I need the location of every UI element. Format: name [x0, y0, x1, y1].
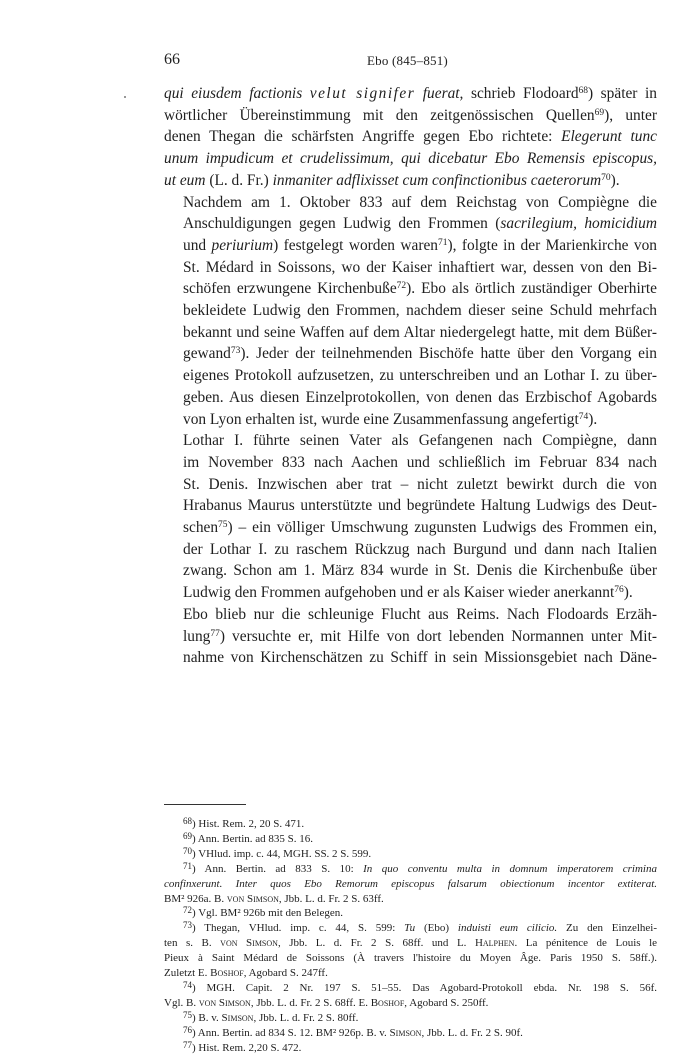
main-text — [164, 83, 657, 669]
text-line — [164, 936, 657, 951]
paragraph-3 — [164, 430, 657, 604]
text: Zuletzt E. — [164, 967, 211, 980]
text: ) Ann. Bertin. ad 834 S. 12. BM² 926p. B. v. — [192, 1026, 390, 1039]
footnote-68 — [164, 817, 657, 832]
footnote-ref: 75 — [218, 520, 228, 531]
text: ) B. v. — [192, 1011, 222, 1024]
text: ) Ann. Bertin. ad 835 S. 16. — [192, 832, 313, 845]
footnote-number: 73 — [183, 920, 192, 931]
text-line: nahme von Kirchenschätzen zu Schiff in sein Missionsgebiet nach Däne- — [183, 649, 657, 667]
text: (L. d. Fr.) — [205, 171, 273, 189]
footnote-75 — [164, 1011, 657, 1026]
text: Vgl. B. — [164, 996, 199, 1009]
text: ) Thegan, VHlud. imp. c. 44, S. 599: — [192, 922, 405, 935]
latin-quote: Tu — [404, 922, 416, 935]
latin-quote: confinxerunt. Inter quos Ebo Remorum episcopus falsarum obiectionum incentor extiterat. — [164, 877, 657, 890]
footnote-71 — [164, 862, 657, 907]
text-line: Ebo blieb nur die schleunige Flucht aus Reims. Nach Flodoards Erzäh- — [183, 605, 657, 623]
text: , Jbb. L. d. Fr. 2 S. 80ff. — [253, 1011, 359, 1024]
text-line — [164, 921, 657, 936]
text-line — [164, 892, 657, 907]
text: ), unter — [604, 106, 657, 124]
text-line — [164, 981, 657, 996]
text: , Jbb. L. d. Fr. 2 S. 68ff. und L. — [277, 937, 475, 950]
text: Anschuldigungen gegen Ludwig den Frommen ( — [183, 215, 501, 233]
text-line — [164, 105, 657, 127]
text-line — [164, 148, 657, 170]
text-line — [164, 126, 657, 148]
footnote-ref: 68 — [578, 86, 589, 96]
footnote-ref: 73 — [230, 346, 241, 357]
text: ) – ein völliger Umschwung zugunsten Ludwigs des Frommen ein, — [227, 519, 657, 537]
footnote-ref: 72 — [396, 281, 407, 292]
text-line: Hrabanus Maurus unterstützte und begründete Haltung Ludwigs des Deut- — [183, 497, 657, 515]
text: Zu den Einzelhei- — [557, 922, 657, 935]
footnote-number: 77 — [183, 1039, 192, 1050]
text: ) Hist. Rem. 2, 20 S. 471. — [192, 818, 305, 830]
footnote-76 — [164, 1026, 657, 1041]
text: ). — [610, 171, 620, 189]
text: (Ebo) — [415, 922, 458, 935]
latin-quote: induisti eum cilicio. — [457, 922, 558, 935]
footnote-74 — [164, 981, 657, 1011]
margin-dot — [124, 96, 126, 98]
text: von Lyon erhalten ist, wurde eine Zusammenfassung angefertigt — [183, 410, 579, 428]
footnote-number: 72 — [183, 905, 192, 916]
footnote-72 — [164, 906, 657, 921]
text-line — [164, 862, 657, 877]
text: , Jbb. L. d. Fr. 2 S. 68ff. E. — [250, 996, 371, 1009]
text: ) Hist. Rem. 2,20 S. 472. — [192, 1041, 302, 1054]
footnote-number: 76 — [183, 1024, 192, 1035]
footnote-divider — [164, 804, 246, 805]
text: schen — [183, 519, 219, 537]
text-line: geben. Aus diesen Einzelprotokollen, von denen das Erzbischof Agobards — [183, 388, 657, 406]
text-line: Lothar I. führte seinen Vater als Gefangenen nach Compiègne, dann — [183, 432, 657, 450]
text-line — [164, 409, 657, 431]
text-line — [164, 517, 657, 539]
footnote-ref: 77 — [210, 628, 220, 639]
footnote-number: 69 — [183, 830, 192, 841]
latin-quote: In quo conventu multa in domnum imperatorem crimina — [363, 862, 657, 875]
text: ). — [623, 584, 633, 602]
author-name: Simson — [389, 1026, 422, 1039]
text: , Jbb. L. d. Fr. 2 S. 63ff. — [278, 892, 384, 905]
text-line: bekannt und seine Waffen auf dem Altar niedergelegt hatte, mit dem Büßer- — [183, 323, 657, 341]
latin-quote: Elegerunt tunc — [561, 128, 657, 146]
footnote-ref: 69 — [594, 107, 605, 118]
latin-quote: inmaniter adflixisset cum confinctionibus caeterorum — [272, 171, 602, 189]
text-line — [164, 343, 657, 365]
text-line: Nachdem am 1. Oktober 833 auf dem Reichstag von Compiègne die — [183, 193, 657, 211]
footnote-69 — [164, 832, 657, 847]
text: ten s. B. — [164, 937, 221, 950]
text-line — [164, 877, 657, 892]
text: ) später in — [588, 85, 657, 102]
text: BM² 926a. B. — [164, 892, 227, 905]
text-line: im November 833 nach Aachen und schließlich im Februar 834 nach — [183, 453, 657, 471]
text: wörtlicher Übereinstimmung mit den zeitgenössischen Quellen — [164, 106, 595, 124]
author-name: Boshof — [210, 967, 244, 980]
author-name: Halphen — [474, 937, 515, 950]
text: Ludwig den Frommen aufgehoben und er als Kaiser wieder anerkannt — [183, 584, 615, 602]
footnote-number: 70 — [183, 845, 192, 856]
footnotes — [164, 817, 657, 1056]
latin-quote-spaced: velut signifer — [309, 85, 416, 102]
author-name: Boshof — [370, 996, 405, 1009]
text-line — [164, 966, 657, 981]
text: , Jbb. L. d. Fr. 2 S. 90f. — [421, 1026, 523, 1039]
text-line — [164, 83, 657, 105]
running-head: Ebo (845–851) — [367, 53, 448, 68]
author-name: von Simson — [220, 937, 278, 950]
text: lung — [183, 627, 211, 645]
text-line: der Lothar I. zu raschem Rückzug nach Burgund und dann nach Italien — [183, 540, 657, 558]
text: denen Thegan die schärfsten Angriffe gegen Ebo richtete: — [164, 128, 562, 146]
text: ). — [588, 410, 598, 428]
footnote-number: 75 — [183, 1009, 192, 1020]
text: und — [183, 236, 212, 254]
footnote-ref: 70 — [601, 172, 611, 183]
footnote-ref: 76 — [614, 585, 624, 596]
text: gewand — [183, 345, 231, 363]
footnote-number: 68 — [183, 816, 192, 826]
text: schöfen erzwungene Kirchenbuße — [183, 280, 397, 298]
text: ). Ebo als örtlich zuständiger Oberhirte — [406, 280, 658, 298]
text: ) VHlud. imp. c. 44, MGH. SS. 2 S. 599. — [192, 847, 372, 860]
paragraph-4 — [164, 604, 657, 669]
text-line — [164, 582, 657, 604]
text-line: St. Médard in Soissons, wo der Kaiser inhaftiert war, dessen von den Bi- — [183, 258, 657, 276]
footnote-70 — [164, 847, 657, 862]
latin-quote: qui eiusdem factionis — [164, 85, 303, 102]
paragraph-2 — [164, 192, 657, 431]
text: schrieb Flodoard — [463, 85, 579, 102]
footnote-ref: 74 — [578, 411, 589, 422]
latin-term: sacrilegium, homicidium — [500, 215, 657, 233]
author-name: von Simson — [226, 892, 279, 905]
footnote-77 — [164, 1041, 657, 1056]
text-line — [164, 213, 657, 235]
text: ) Ann. Bertin. ad 833 S. 10: — [192, 862, 364, 875]
footnote-73 — [164, 921, 657, 981]
text: , Agobard S. 250ff. — [404, 996, 489, 1009]
text-line — [164, 996, 657, 1011]
text-line — [164, 235, 657, 257]
text: ), folgte in der Marienkirche von — [447, 236, 658, 254]
paragraph-1 — [164, 83, 657, 192]
text-line — [164, 626, 657, 648]
latin-quote: fuerat, — [422, 85, 464, 102]
author-name: Simson — [221, 1011, 254, 1024]
latin-term: periurium — [211, 236, 274, 254]
footnote-number: 71 — [183, 860, 192, 871]
latin-quote: unum impudicum et crudelissimum, qui dicebatur Ebo Remensis episcopus, — [164, 150, 657, 168]
footnote-ref: 71 — [438, 237, 448, 248]
text: , Agobard S. 247ff. — [243, 967, 328, 980]
text-line: bekleidete Ludwig den Frommen, nachdem dieser seine Schuld mehrfach — [183, 302, 657, 320]
text: ) versuchte er, mit Hilfe von dort lebenden Normannen unter Mit- — [219, 627, 657, 645]
text-line: St. Denis. Inzwischen aber trat – nicht zuletzt bewirkt durch die von — [183, 475, 657, 493]
page-number: 66 — [164, 51, 180, 68]
text: ). Jeder der teilnehmenden Bischöfe hatte über den Vorgang ein — [240, 345, 657, 363]
footnote-number: 74 — [183, 979, 192, 990]
author-name: von Simson — [198, 996, 251, 1009]
text-line: Pieux à Saint Médard de Soissons (À travers l'histoire du Moyen Âge. Paris 1950 S. 58ff.). — [164, 952, 657, 965]
text: ) festgelegt worden waren — [273, 236, 438, 254]
text-line — [164, 170, 657, 192]
text: . La pénitence de Louis le — [514, 937, 658, 950]
text-line: zwang. Schon am 1. März 834 wurde in St. Denis die Kirchenbuße über — [183, 562, 657, 580]
text: ) Vgl. BM² 926b mit den Belegen. — [192, 907, 343, 920]
latin-quote: ut eum — [164, 171, 206, 189]
text: ) MGH. Capit. 2 Nr. 197 S. 51–55. Das Agobard-Protokoll ebda. Nr. 198 S. 56f. — [192, 981, 657, 994]
text-line — [164, 278, 657, 300]
text-line: eigenes Protokoll aufzusetzen, zu unterschreiben und an Lothar I. zu über- — [183, 367, 657, 385]
